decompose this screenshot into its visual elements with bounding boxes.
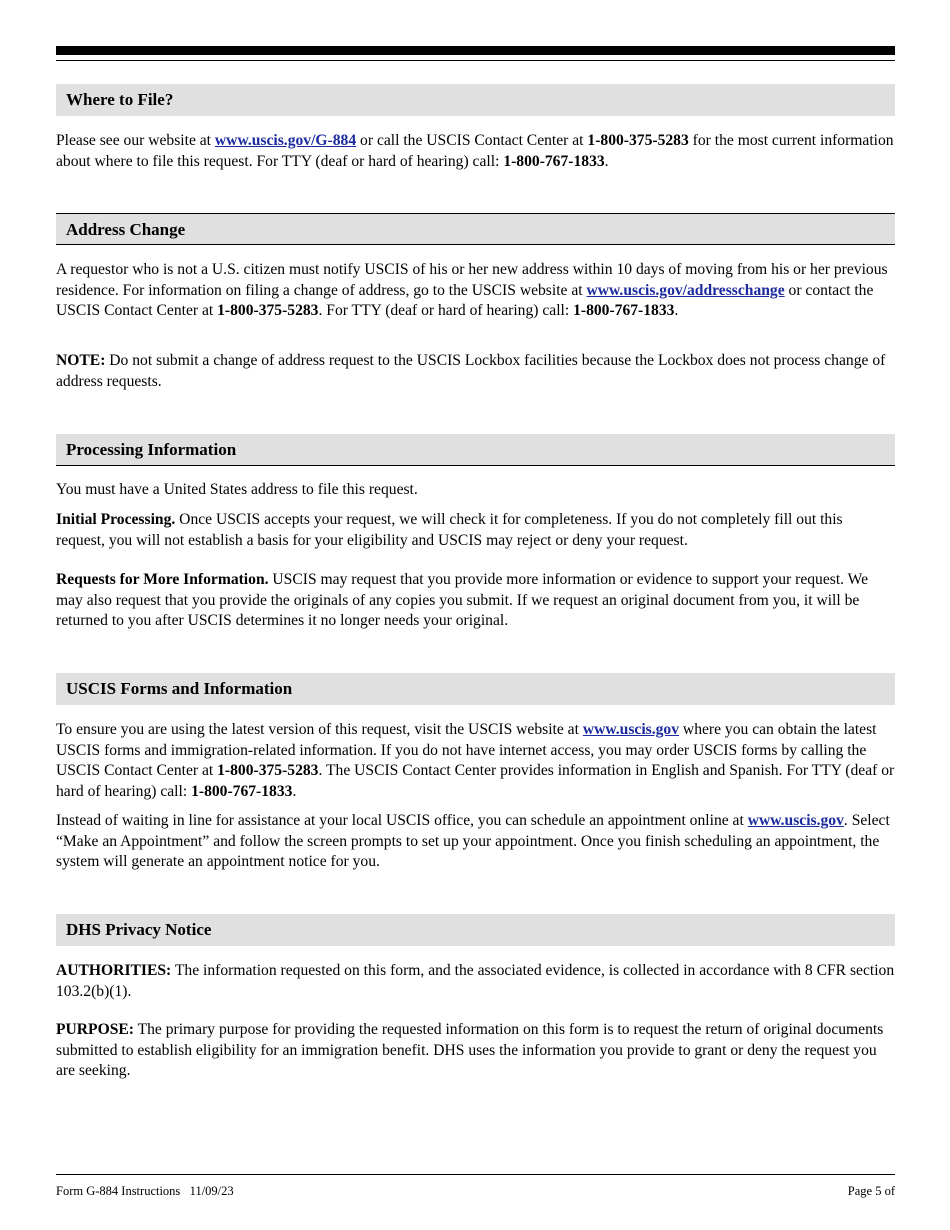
text-run: The primary purpose for providing the requested information on this form is to request the return of original documents submitted to establish eligibility for an immigration benefit. DHS uses the information you provide to grant or deny the request you are seeking.	[56, 1021, 884, 1079]
authorities-label: AUTHORITIES:	[56, 962, 172, 979]
section-header-address-change: Address Change	[56, 213, 895, 245]
text-run: .	[674, 302, 679, 319]
text-run: for the most current information about where to file this request. For TTY (deaf or hard of hearing) call:	[56, 132, 894, 170]
text-run: or contact the USCIS Contact Center at	[56, 281, 874, 319]
uscis-link[interactable]: www.uscis.gov	[747, 812, 844, 829]
document-page	[56, 0, 895, 1230]
text-run: where you can obtain the latest USCIS forms and immigration-related information. If you do not have internet access, you may order USCIS forms by calling the USCIS Contact Center at	[56, 721, 877, 779]
text-run: Please see our website at	[56, 132, 215, 149]
appointment-paragraph	[56, 811, 895, 873]
initial-processing-label: Initial Processing.	[56, 511, 176, 528]
note-label: NOTE:	[56, 352, 106, 369]
text-run: .	[604, 152, 609, 170]
section-header-privacy: DHS Privacy Notice	[56, 914, 895, 946]
more-info-label: Requests for More Information.	[56, 571, 269, 588]
purpose-label: PURPOSE:	[56, 1021, 134, 1038]
contact-phone: 1-800-375-5283	[217, 302, 319, 319]
top-thin-rule	[56, 60, 895, 61]
text-run: Instead of waiting in line for assistance at your local USCIS office, you can schedule an appointment online at	[56, 812, 748, 829]
processing-paragraph: You must have a United States address to file this request.	[56, 481, 418, 498]
top-thick-rule	[56, 46, 895, 55]
uscis-link[interactable]: www.uscis.gov	[582, 721, 680, 738]
text-run: .	[292, 782, 297, 800]
forms-info-paragraph	[56, 720, 895, 802]
footer-rule	[56, 1174, 895, 1175]
where-to-file-paragraph	[56, 131, 895, 172]
tty-phone: 1-800-767-1833	[191, 782, 293, 800]
text-run: . The USCIS Contact Center provides information in English and Spanish. For TTY (deaf or hard of hearing) call:	[56, 762, 895, 800]
g884-link[interactable]: www.uscis.gov/G-884	[214, 132, 357, 149]
text-run: The information requested on this form, and the associated evidence, is collected in accordance with 8 CFR section 103.2(b)(1).	[56, 962, 895, 1000]
authorities-paragraph	[56, 961, 895, 1002]
initial-processing-paragraph	[56, 510, 895, 551]
section-header-where-to-file: Where to File?	[56, 84, 895, 116]
address-change-note	[56, 351, 895, 392]
address-change-paragraph	[56, 260, 895, 322]
text-run: To ensure you are using the latest version of this request, visit the USCIS website at	[56, 721, 583, 738]
contact-phone: 1-800-375-5283	[217, 762, 319, 779]
footer-form-id: Form G-884 Instructions 11/09/23	[56, 1184, 234, 1198]
text-run: or call the USCIS Contact Center at	[356, 132, 588, 149]
contact-phone: 1-800-375-5283	[587, 132, 689, 149]
text-run: A requestor who is not a U.S. citizen must notify USCIS of his or her new address within 10 days of moving from his or her previous residence. For information on filing a change of address, go to the USCIS website at	[56, 261, 888, 299]
text-run: USCIS may request that you provide more information or evidence to support your request. We may also request that you provide the originals of any copies you submit. If we request an original document from you, it will be returned to you after USCIS determines it no longer needs your original.	[56, 571, 869, 629]
tty-phone: 1-800-767-1833	[503, 152, 605, 170]
section-header-forms-info: USCIS Forms and Information	[56, 673, 895, 705]
text-run: . For TTY (deaf or hard of hearing) call:	[318, 302, 574, 319]
address-change-link[interactable]: www.uscis.gov/addresschange	[586, 281, 785, 299]
text-run: . Select “Make an Appointment” and follow the screen prompts to set up your appointment. Once you finish scheduling an appointment, the system will generate an appointment notice for you.	[56, 812, 890, 870]
section-header-processing: Processing Information	[56, 434, 895, 466]
footer-page-number: Page 5 of	[847, 1184, 895, 1198]
purpose-paragraph	[56, 1020, 895, 1082]
text-run: Do not submit a change of address request to the USCIS Lockbox facilities because the Lockbox does not process change of address requests.	[56, 352, 886, 390]
more-info-paragraph	[56, 570, 895, 632]
tty-phone: 1-800-767-1833	[573, 302, 675, 319]
text-run: Once USCIS accepts your request, we will check it for completeness. If you do not completely fill out this request, you will not establish a basis for your eligibility and USCIS may reject or deny your request.	[56, 511, 843, 549]
